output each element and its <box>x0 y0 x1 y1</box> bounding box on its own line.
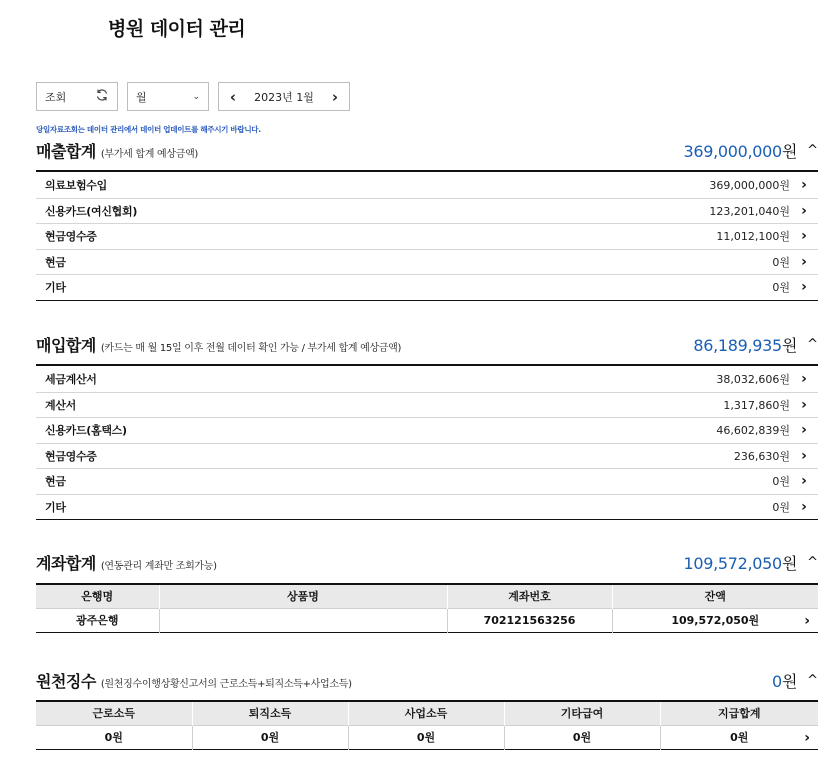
collapse-withholding-icon[interactable]: ^ <box>807 672 818 688</box>
payment-total-cell: 0원 › <box>660 725 818 749</box>
list-item-label: 현금영수증 <box>45 230 97 244</box>
earned-income-value: 0원 <box>36 725 192 749</box>
col-bank: 은행명 <box>36 584 159 608</box>
list-item-value: 11,012,100원 <box>716 230 790 244</box>
list-item[interactable] <box>36 198 818 224</box>
balance-cell: 109,572,050원 › <box>612 608 818 632</box>
sales-section-header <box>36 138 818 162</box>
list-item[interactable] <box>36 366 818 392</box>
list-item[interactable] <box>36 249 818 275</box>
list-item-label: 세금계산서 <box>45 372 97 386</box>
chevron-right-icon[interactable]: › <box>804 729 810 746</box>
list-item-value: 369,000,000원 <box>709 178 790 192</box>
withholding-title: 원천징수 <box>36 671 96 691</box>
list-item-label: 계산서 <box>45 398 76 412</box>
list-item[interactable] <box>36 417 818 443</box>
list-item-value: 0원 <box>772 500 790 514</box>
query-button[interactable] <box>36 82 118 111</box>
list-item-value: 236,630원 <box>733 449 790 463</box>
chevron-right-icon[interactable]: › <box>804 612 810 629</box>
account-number: 702121563256 <box>447 608 612 632</box>
list-item-value: 0원 <box>772 475 790 489</box>
list-item-value: 46,602,839원 <box>716 424 790 438</box>
chevron-right-icon[interactable]: › <box>801 447 807 464</box>
chevron-right-icon[interactable]: › <box>801 279 807 296</box>
list-item-value: 38,032,606원 <box>716 372 790 386</box>
chevron-down-icon: ⌄ <box>192 91 200 102</box>
business-income-value: 0원 <box>348 725 504 749</box>
chevron-right-icon[interactable]: › <box>801 370 807 387</box>
col-business-income: 사업소득 <box>348 701 504 725</box>
sales-title: 매출합계 <box>36 141 96 161</box>
retirement-income-value: 0원 <box>192 725 348 749</box>
next-month-button[interactable]: › <box>331 87 339 106</box>
list-item[interactable] <box>36 172 818 198</box>
list-item[interactable] <box>36 468 818 494</box>
account-table-header <box>36 584 818 608</box>
col-account-number: 계좌번호 <box>447 584 612 608</box>
list-item[interactable] <box>36 494 818 520</box>
list-item[interactable] <box>36 392 818 418</box>
page-title: 병원 데이터 관리 <box>108 18 246 40</box>
table-row[interactable] <box>36 725 818 749</box>
sales-desc: (부가세 합계 예상금액) <box>100 148 199 160</box>
account-table <box>36 583 818 633</box>
withholding-section-header <box>36 668 818 692</box>
list-item-label: 신용카드(여신협회) <box>45 204 138 218</box>
col-product: 상품명 <box>159 584 447 608</box>
list-item-label: 의료보험수입 <box>45 178 107 192</box>
bank-name: 광주은행 <box>36 608 159 632</box>
account-total: 109,572,050원 <box>683 553 798 573</box>
col-payment-total: 지급합계 <box>660 701 818 725</box>
collapse-account-icon[interactable]: ^ <box>807 554 818 570</box>
sales-list <box>36 170 818 301</box>
query-button-label: 조회 <box>45 90 67 104</box>
chevron-right-icon[interactable]: › <box>801 498 807 515</box>
purchase-desc: (카드는 매 월 15일 이후 전월 데이터 확인 가능 / 부가세 합계 예상금액) <box>100 342 402 354</box>
list-item-label: 기타 <box>45 281 66 295</box>
list-item-value: 1,317,860원 <box>723 398 790 412</box>
list-item-label: 기타 <box>45 500 66 514</box>
col-other-pay: 기타급여 <box>504 701 660 725</box>
purchase-total: 86,189,935원 <box>693 335 798 355</box>
period-select-value: 월 <box>136 90 147 104</box>
list-item-value: 0원 <box>772 281 790 295</box>
list-item-label: 현금 <box>45 255 66 269</box>
month-value: 2023년 1월 <box>254 90 314 104</box>
col-balance: 잔액 <box>612 584 818 608</box>
refresh-icon <box>95 88 109 105</box>
list-item-value: 123,201,040원 <box>709 204 790 218</box>
account-section-header <box>36 550 818 574</box>
list-item-label: 신용카드(홈택스) <box>45 424 127 438</box>
chevron-right-icon[interactable]: › <box>801 228 807 245</box>
collapse-sales-icon[interactable]: ^ <box>807 142 818 158</box>
purchase-list <box>36 364 818 520</box>
month-navigator <box>218 82 350 111</box>
col-earned-income: 근로소득 <box>36 701 192 725</box>
toolbar <box>36 82 350 111</box>
collapse-purchase-icon[interactable]: ^ <box>807 336 818 352</box>
list-item-label: 현금영수증 <box>45 449 97 463</box>
purchase-section-header <box>36 332 818 356</box>
account-desc: (연동관리 계좌만 조회가능) <box>100 560 217 572</box>
list-item-value: 0원 <box>772 255 790 269</box>
chevron-right-icon[interactable]: › <box>801 422 807 439</box>
product-name <box>159 608 447 632</box>
account-title: 계좌합계 <box>36 553 96 573</box>
other-pay-value: 0원 <box>504 725 660 749</box>
withholding-table <box>36 700 818 750</box>
list-item[interactable] <box>36 274 818 300</box>
list-item-label: 현금 <box>45 475 66 489</box>
chevron-right-icon[interactable]: › <box>801 176 807 193</box>
chevron-right-icon[interactable]: › <box>801 473 807 490</box>
chevron-right-icon[interactable]: › <box>801 202 807 219</box>
sales-total: 369,000,000원 <box>683 141 798 161</box>
chevron-right-icon[interactable]: › <box>801 253 807 270</box>
prev-month-button[interactable]: ‹ <box>229 87 237 106</box>
list-item[interactable] <box>36 223 818 249</box>
col-retirement-income: 퇴직소득 <box>192 701 348 725</box>
purchase-title: 매입합계 <box>36 335 96 355</box>
table-row[interactable] <box>36 608 818 632</box>
list-item[interactable] <box>36 443 818 469</box>
update-notice: 당일자료조회는 데이터 관리에서 데이터 업데이트를 해주시기 바랍니다. <box>36 125 261 134</box>
withholding-table-header <box>36 701 818 725</box>
period-select[interactable] <box>127 82 209 111</box>
withholding-total: 0원 <box>772 671 798 691</box>
withholding-desc: (원천징수이행상황신고서의 근로소득+퇴직소득+사업소득) <box>100 678 352 690</box>
chevron-right-icon[interactable]: › <box>801 396 807 413</box>
